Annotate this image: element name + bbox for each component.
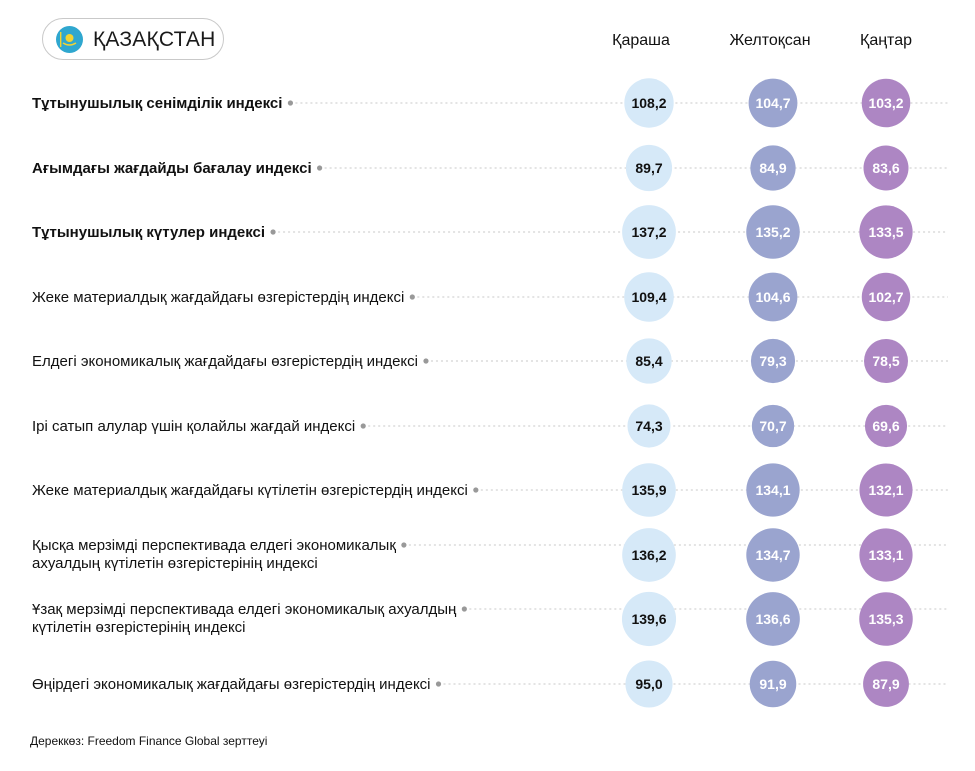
value-label: 87,9 <box>872 676 900 692</box>
value-label: 137,2 <box>631 224 667 240</box>
value-label: 134,1 <box>755 482 791 498</box>
value-label: 102,7 <box>868 289 904 305</box>
column-header-december: Желтоқсан <box>729 32 811 49</box>
value-label: 70,7 <box>759 418 787 434</box>
row-label: Ұзақ мерзімді перспективада елдегі экономикалық ахуалдың <box>32 601 457 618</box>
value-label: 74,3 <box>635 418 663 434</box>
value-label: 133,5 <box>868 224 904 240</box>
value-label: 109,4 <box>631 289 667 305</box>
leader-dot <box>288 100 293 105</box>
value-label: 134,7 <box>755 547 791 563</box>
value-label: 139,6 <box>631 611 667 627</box>
value-label: 85,4 <box>635 353 663 369</box>
row-label: Қысқа мерзімді перспективада елдегі экономикалық <box>32 537 396 554</box>
value-label: 133,1 <box>868 547 904 563</box>
leader-dot <box>270 229 275 234</box>
leader-dot <box>462 606 467 611</box>
value-label: 91,9 <box>759 676 787 692</box>
value-label: 135,2 <box>755 224 791 240</box>
column-header-november: Қараша <box>612 32 670 49</box>
value-label: 132,1 <box>868 482 904 498</box>
value-label: 136,2 <box>631 547 667 563</box>
value-label: 136,6 <box>755 611 791 627</box>
value-label: 135,9 <box>631 482 667 498</box>
value-label: 104,7 <box>755 95 791 111</box>
row-label: ахуалдың күтілетін өзгерістерінің индексі <box>32 555 318 572</box>
leader-dot <box>401 542 406 547</box>
value-label: 89,7 <box>635 160 663 176</box>
row-label: Ірі сатып алулар үшін қолайлы жағдай индексі <box>32 418 356 435</box>
value-label: 83,6 <box>872 160 900 176</box>
leader-dot <box>423 358 428 363</box>
source-note: Дереккөз: Freedom Finance Global зерттеуі <box>30 734 268 748</box>
value-label: 95,0 <box>635 676 663 692</box>
value-label: 78,5 <box>872 353 900 369</box>
value-label: 79,3 <box>759 353 787 369</box>
row-label: Тұтынушылық сенімділік индексі <box>32 95 283 112</box>
value-label: 135,3 <box>868 611 904 627</box>
value-label: 84,9 <box>759 160 787 176</box>
leader-dot <box>317 165 322 170</box>
row-label: Жеке материалдық жағдайдағы өзгерістердің индексі <box>32 289 405 306</box>
row-label: Өңірдегі экономикалық жағдайдағы өзгерістердің индексі <box>32 676 431 693</box>
row-label: Тұтынушылық күтулер индексі <box>32 224 266 241</box>
value-label: 103,2 <box>868 95 904 111</box>
leader-dot <box>410 294 415 299</box>
country-title: ҚАЗАҚСТАН <box>93 28 216 51</box>
row-label: Елдегі экономикалық жағдайдағы өзгерістердің индексі <box>32 353 418 370</box>
value-label: 108,2 <box>631 95 667 111</box>
row-label: Жеке материалдық жағдайдағы күтілетін өзгерістердің индексі <box>32 482 468 499</box>
row-label: Ағымдағы жағдайды бағалау индексі <box>32 160 312 177</box>
leader-dot <box>361 423 366 428</box>
leader-dot <box>473 487 478 492</box>
row-label: күтілетін өзгерістерінің индексі <box>32 619 246 636</box>
value-label: 69,6 <box>872 418 900 434</box>
leader-dot <box>436 681 441 686</box>
column-header-january: Қаңтар <box>860 32 912 49</box>
value-label: 104,6 <box>755 289 791 305</box>
